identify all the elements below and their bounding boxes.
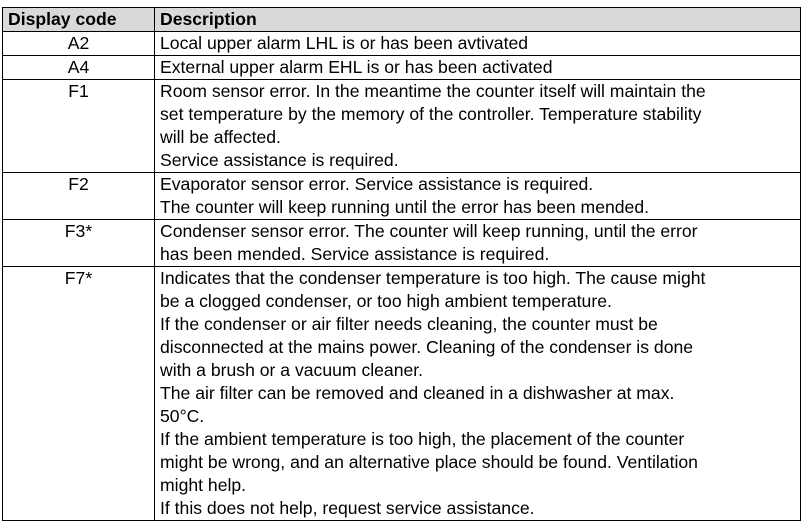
table-row bbox=[3, 267, 801, 521]
table-header-row bbox=[3, 8, 801, 32]
description-line: 50°C. bbox=[160, 406, 205, 426]
description-line: be a clogged condenser, or too high ambient temperature. bbox=[160, 291, 612, 311]
description-line: Local upper alarm LHL is or has been avtivated bbox=[160, 33, 529, 53]
description-line: External upper alarm EHL is or has been activated bbox=[160, 57, 553, 77]
display-code-cell: A2 bbox=[3, 32, 155, 56]
display-code-cell: A4 bbox=[3, 56, 155, 80]
description-line: with a brush or a vacuum cleaner. bbox=[160, 360, 424, 380]
description-line: disconnected at the mains power. Cleaning of the condenser is done bbox=[160, 337, 694, 357]
description-cell bbox=[155, 267, 801, 521]
description-line: might be wrong, and an alternative place should be found. Ventilation bbox=[160, 452, 698, 472]
description-line: The air filter can be removed and cleaned in a dishwasher at max. bbox=[160, 383, 675, 403]
description-cell bbox=[155, 32, 801, 56]
header-display-code: Display code bbox=[3, 8, 155, 32]
description-cell bbox=[155, 80, 801, 173]
display-code-cell: F7* bbox=[3, 267, 155, 521]
display-code-cell: F1 bbox=[3, 80, 155, 173]
error-code-table bbox=[2, 7, 801, 521]
table-row bbox=[3, 32, 801, 56]
description-line: If the condenser or air filter needs cleaning, the counter must be bbox=[160, 314, 658, 334]
error-code-table-container bbox=[2, 7, 800, 521]
display-code-cell: F3* bbox=[3, 220, 155, 267]
header-description: Description bbox=[155, 8, 801, 32]
description-line: might help. bbox=[160, 475, 247, 495]
description-line: will be affected. bbox=[160, 127, 281, 147]
table-row bbox=[3, 173, 801, 220]
table-row bbox=[3, 220, 801, 267]
description-line: If this does not help, request service assistance. bbox=[160, 498, 535, 518]
display-code-cell: F2 bbox=[3, 173, 155, 220]
description-line: Room sensor error. In the meantime the counter itself will maintain the bbox=[160, 81, 706, 101]
description-line: Indicates that the condenser temperature is too high. The cause might bbox=[160, 268, 706, 288]
table-body bbox=[3, 32, 801, 521]
table-row bbox=[3, 56, 801, 80]
description-cell bbox=[155, 173, 801, 220]
table-row bbox=[3, 80, 801, 173]
description-cell bbox=[155, 220, 801, 267]
description-line: set temperature by the memory of the controller. Temperature stability bbox=[160, 104, 702, 124]
description-line: Service assistance is required. bbox=[160, 150, 399, 170]
description-line: The counter will keep running until the error has been mended. bbox=[160, 197, 650, 217]
description-line: If the ambient temperature is too high, the placement of the counter bbox=[160, 429, 685, 449]
description-cell bbox=[155, 56, 801, 80]
description-line: Evaporator sensor error. Service assistance is required. bbox=[160, 174, 594, 194]
description-line: Condenser sensor error. The counter will keep running, until the error bbox=[160, 221, 698, 241]
description-line: has been mended. Service assistance is required. bbox=[160, 244, 550, 264]
